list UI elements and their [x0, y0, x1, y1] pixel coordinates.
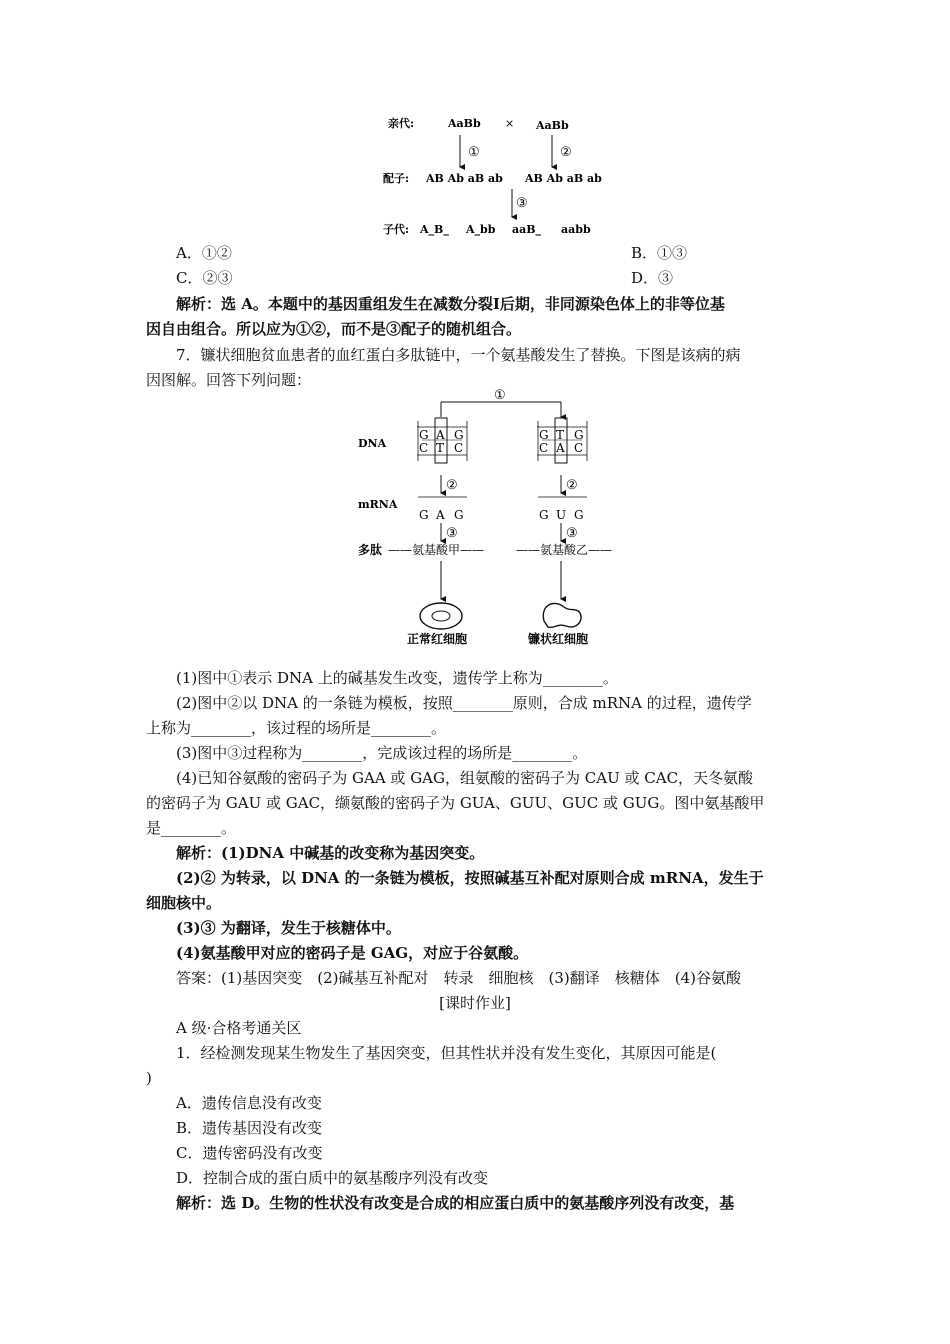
left-mrna-3: G: [454, 508, 464, 522]
right-mrna-1: G: [539, 508, 549, 522]
q6-option-c: C．②③: [176, 269, 233, 287]
sickle-cell-label: 镰状红细胞: [528, 632, 589, 646]
transcription-right: ②: [566, 478, 578, 493]
sickle-red-blood-cell: [543, 603, 581, 627]
q7-question-4-line2: 的密码子为 GAU 或 GAC，缬氨酸的密码子为 GUA、GUU、GUC 或 GUG。图中氨基酸甲: [146, 794, 765, 812]
right-bottom-1: C: [539, 441, 549, 455]
step3-label: ③: [516, 196, 528, 211]
parent-label: 亲代:: [388, 117, 415, 130]
offspring-4: aabb: [561, 223, 591, 236]
q1-stem-line1: 1．经检测发现某生物发生了基因突变，但其性状并没有发生变化，其原因可能是(: [176, 1044, 717, 1062]
right-mrna-2: U: [556, 508, 567, 522]
q1-option-d: D．控制合成的蛋白质中的氨基酸序列没有改变: [176, 1169, 489, 1187]
q6-option-b: B．①③: [631, 244, 688, 262]
offspring-3: aaB_: [512, 223, 542, 236]
translation-right: ③: [566, 526, 578, 541]
level-a-title: A 级·合格考通关区: [176, 1019, 302, 1037]
normal-red-blood-cell: [420, 603, 462, 629]
q7-analysis-2-line2: 细胞核中。: [146, 894, 222, 912]
mrna-label: mRNA: [358, 498, 398, 511]
q7-answer: 答案：(1)基因突变 (2)碱基互补配对 转录 细胞核 (3)翻译 核糖体 (4)谷氨酸: [176, 969, 741, 987]
q1-option-c: C．遗传密码没有改变: [176, 1144, 323, 1162]
q1-option-a: A．遗传信息没有改变: [176, 1094, 322, 1112]
left-top-1: G: [419, 428, 429, 442]
left-top-2: A: [436, 428, 445, 442]
q6-analysis-line2: 因自由组合。所以应为①②，而不是③配子的随机组合。: [146, 320, 522, 338]
left-bottom-3: C: [454, 441, 464, 455]
sickle-cell-diagram: [350, 385, 640, 650]
right-bottom-2: A: [556, 441, 565, 455]
q7-stem-line2: 因图解。回答下列问题：: [146, 371, 312, 389]
normal-cell-label: 正常红细胞: [407, 632, 468, 646]
parent1: AaBb: [448, 117, 481, 130]
step1-label: ①: [468, 145, 480, 160]
q7-analysis-4: (4)氨基酸甲对应的密码子是 GAG，对应于谷氨酸。: [176, 944, 529, 962]
right-top-3: G: [574, 428, 584, 442]
left-bottom-2: T: [436, 441, 445, 455]
q7-question-3: (3)图中③过程称为________，完成该过程的场所是________。: [176, 744, 588, 762]
q6-option-a: A．①②: [176, 244, 232, 262]
translation-left: ③: [446, 526, 458, 541]
q7-question-4-line3: 是________。: [146, 819, 237, 837]
left-bottom-1: C: [419, 441, 429, 455]
q7-question-2-line2: 上称为________，该过程的场所是________。: [146, 719, 447, 737]
q7-analysis-1: 解析：(1)DNA 中碱基的改变称为基因突变。: [176, 844, 485, 862]
cross-sign: ×: [505, 117, 515, 130]
amino-acid-right: ——氨基酸乙——: [516, 543, 613, 557]
section-title: [课时作业]: [439, 994, 511, 1012]
q6-option-d: D．③: [631, 269, 674, 287]
left-mrna-2: A: [436, 508, 445, 522]
peptide-label: 多肽: [358, 543, 383, 557]
q1-stem-line2: ): [146, 1069, 152, 1087]
dna-label: DNA: [358, 437, 387, 450]
q1-option-b: B．遗传基因没有改变: [176, 1119, 323, 1137]
q7-question-4-line1: (4)已知谷氨酸的密码子为 GAA 或 GAG，组氨酸的密码子为 CAU 或 CAC，天冬氨酸: [176, 769, 754, 787]
parent2: AaBb: [536, 119, 569, 132]
q7-question-1: (1)图中①表示 DNA 上的碱基发生改变，遗传学上称为________。: [176, 669, 618, 687]
left-top-3: G: [454, 428, 464, 442]
offspring-label: 子代:: [383, 223, 410, 236]
q1-analysis: 解析：选 D。生物的性状没有改变是合成的相应蛋白质中的氨基酸序列没有改变，基: [176, 1194, 735, 1212]
right-top-2: T: [556, 428, 565, 442]
transcription-left: ②: [446, 478, 458, 493]
q7-analysis-2-line1: (2)② 为转录，以 DNA 的一条链为模板，按照碱基互补配对原则合成 mRNA，发生于: [176, 869, 764, 887]
amino-acid-left: ——氨基酸甲——: [388, 543, 485, 557]
q6-analysis-line1: 解析：选 A。本题中的基因重组发生在减数分裂Ⅰ后期，非同源染色体上的非等位基: [176, 295, 725, 313]
cross-diagram: [370, 105, 630, 240]
offspring-2: A_bb: [466, 223, 496, 236]
left-mrna-1: G: [419, 508, 429, 522]
right-bottom-3: C: [574, 441, 584, 455]
right-mrna-3: G: [574, 508, 584, 522]
q7-stem-line1: 7．镰状细胞贫血患者的血红蛋白多肽链中，一个氨基酸发生了替换。下图是该病的病: [176, 346, 741, 364]
right-top-1: G: [539, 428, 549, 442]
step2-label: ②: [560, 145, 572, 160]
q7-question-2-line1: (2)图中②以 DNA 的一条链为模板，按照________原则，合成 mRNA 的过程，遗传学: [176, 694, 752, 712]
gametes1: AB Ab aB ab: [426, 172, 503, 185]
gametes2: AB Ab aB ab: [525, 172, 602, 185]
mutation-label: ①: [494, 388, 506, 403]
offspring-1: A_B_: [420, 223, 449, 236]
gamete-label: 配子:: [383, 172, 410, 185]
q7-analysis-3: (3)③ 为翻译，发生于核糖体中。: [176, 919, 401, 937]
